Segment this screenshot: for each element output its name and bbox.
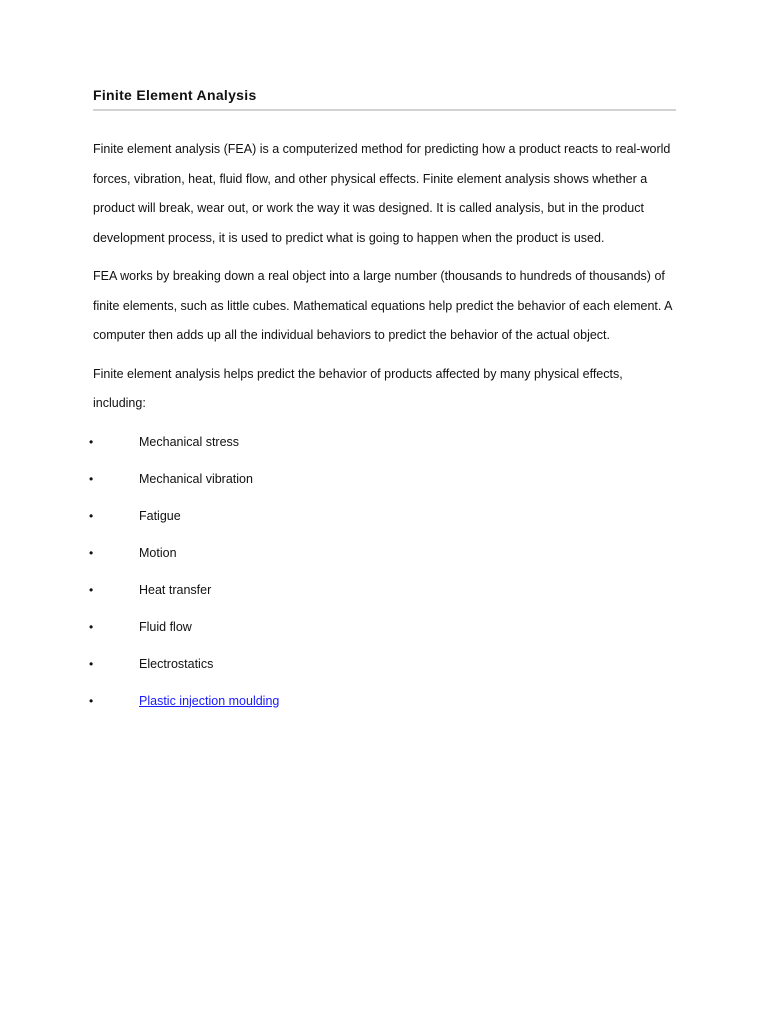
bullet-icon: • (89, 693, 94, 708)
bullet-icon: • (89, 471, 94, 486)
bullet-icon: • (89, 508, 94, 523)
list-item-label: Heat transfer (139, 582, 212, 597)
list-item (89, 687, 676, 724)
paragraph-intro: Finite element analysis (FEA) is a computerized method for predicting how a product reacts to real-world forces, vibration, heat, fluid flow, and other physical effects. Finite element analysis shows whether a product will break, wear out, or work the way it was designed. It is called analysis, but in the product development process, it is used to predict what is going to happen when the product is used. (93, 142, 671, 245)
paragraph-how-it-works: FEA works by breaking down a real object into a large number (thousands to hundreds of thousands) of finite elements, such as little cubes. Mathematical equations help predict the behavior of each element. A computer then adds up all the individual behaviors to predict the behavior of the actual object. (93, 269, 672, 342)
list-item (89, 613, 676, 650)
effects-list (89, 428, 676, 724)
document-page (89, 84, 676, 724)
list-item (89, 539, 676, 576)
bullet-icon: • (89, 582, 94, 597)
list-item (89, 576, 676, 613)
bullet-icon: • (89, 656, 94, 671)
bullet-icon: • (89, 434, 94, 449)
document-title: Finite Element Analysis (93, 87, 257, 103)
title-divider (93, 109, 676, 111)
bullet-icon: • (89, 545, 94, 560)
list-item-label: Motion (139, 545, 177, 560)
list-item (89, 502, 676, 539)
bullet-icon: • (89, 619, 94, 634)
paragraph-effects-intro: Finite element analysis helps predict the behavior of products affected by many physical effects, including: (93, 366, 623, 410)
list-item (89, 650, 676, 687)
list-item-label: Fatigue (139, 508, 181, 523)
list-item (89, 465, 676, 502)
list-item (89, 428, 676, 465)
list-item-label: Mechanical vibration (139, 471, 253, 486)
list-item-label: Fluid flow (139, 619, 192, 634)
plastic-injection-moulding-link[interactable]: Plastic injection moulding (139, 693, 280, 708)
list-item-label: Electrostatics (139, 656, 214, 671)
list-item-label: Mechanical stress (139, 434, 240, 449)
